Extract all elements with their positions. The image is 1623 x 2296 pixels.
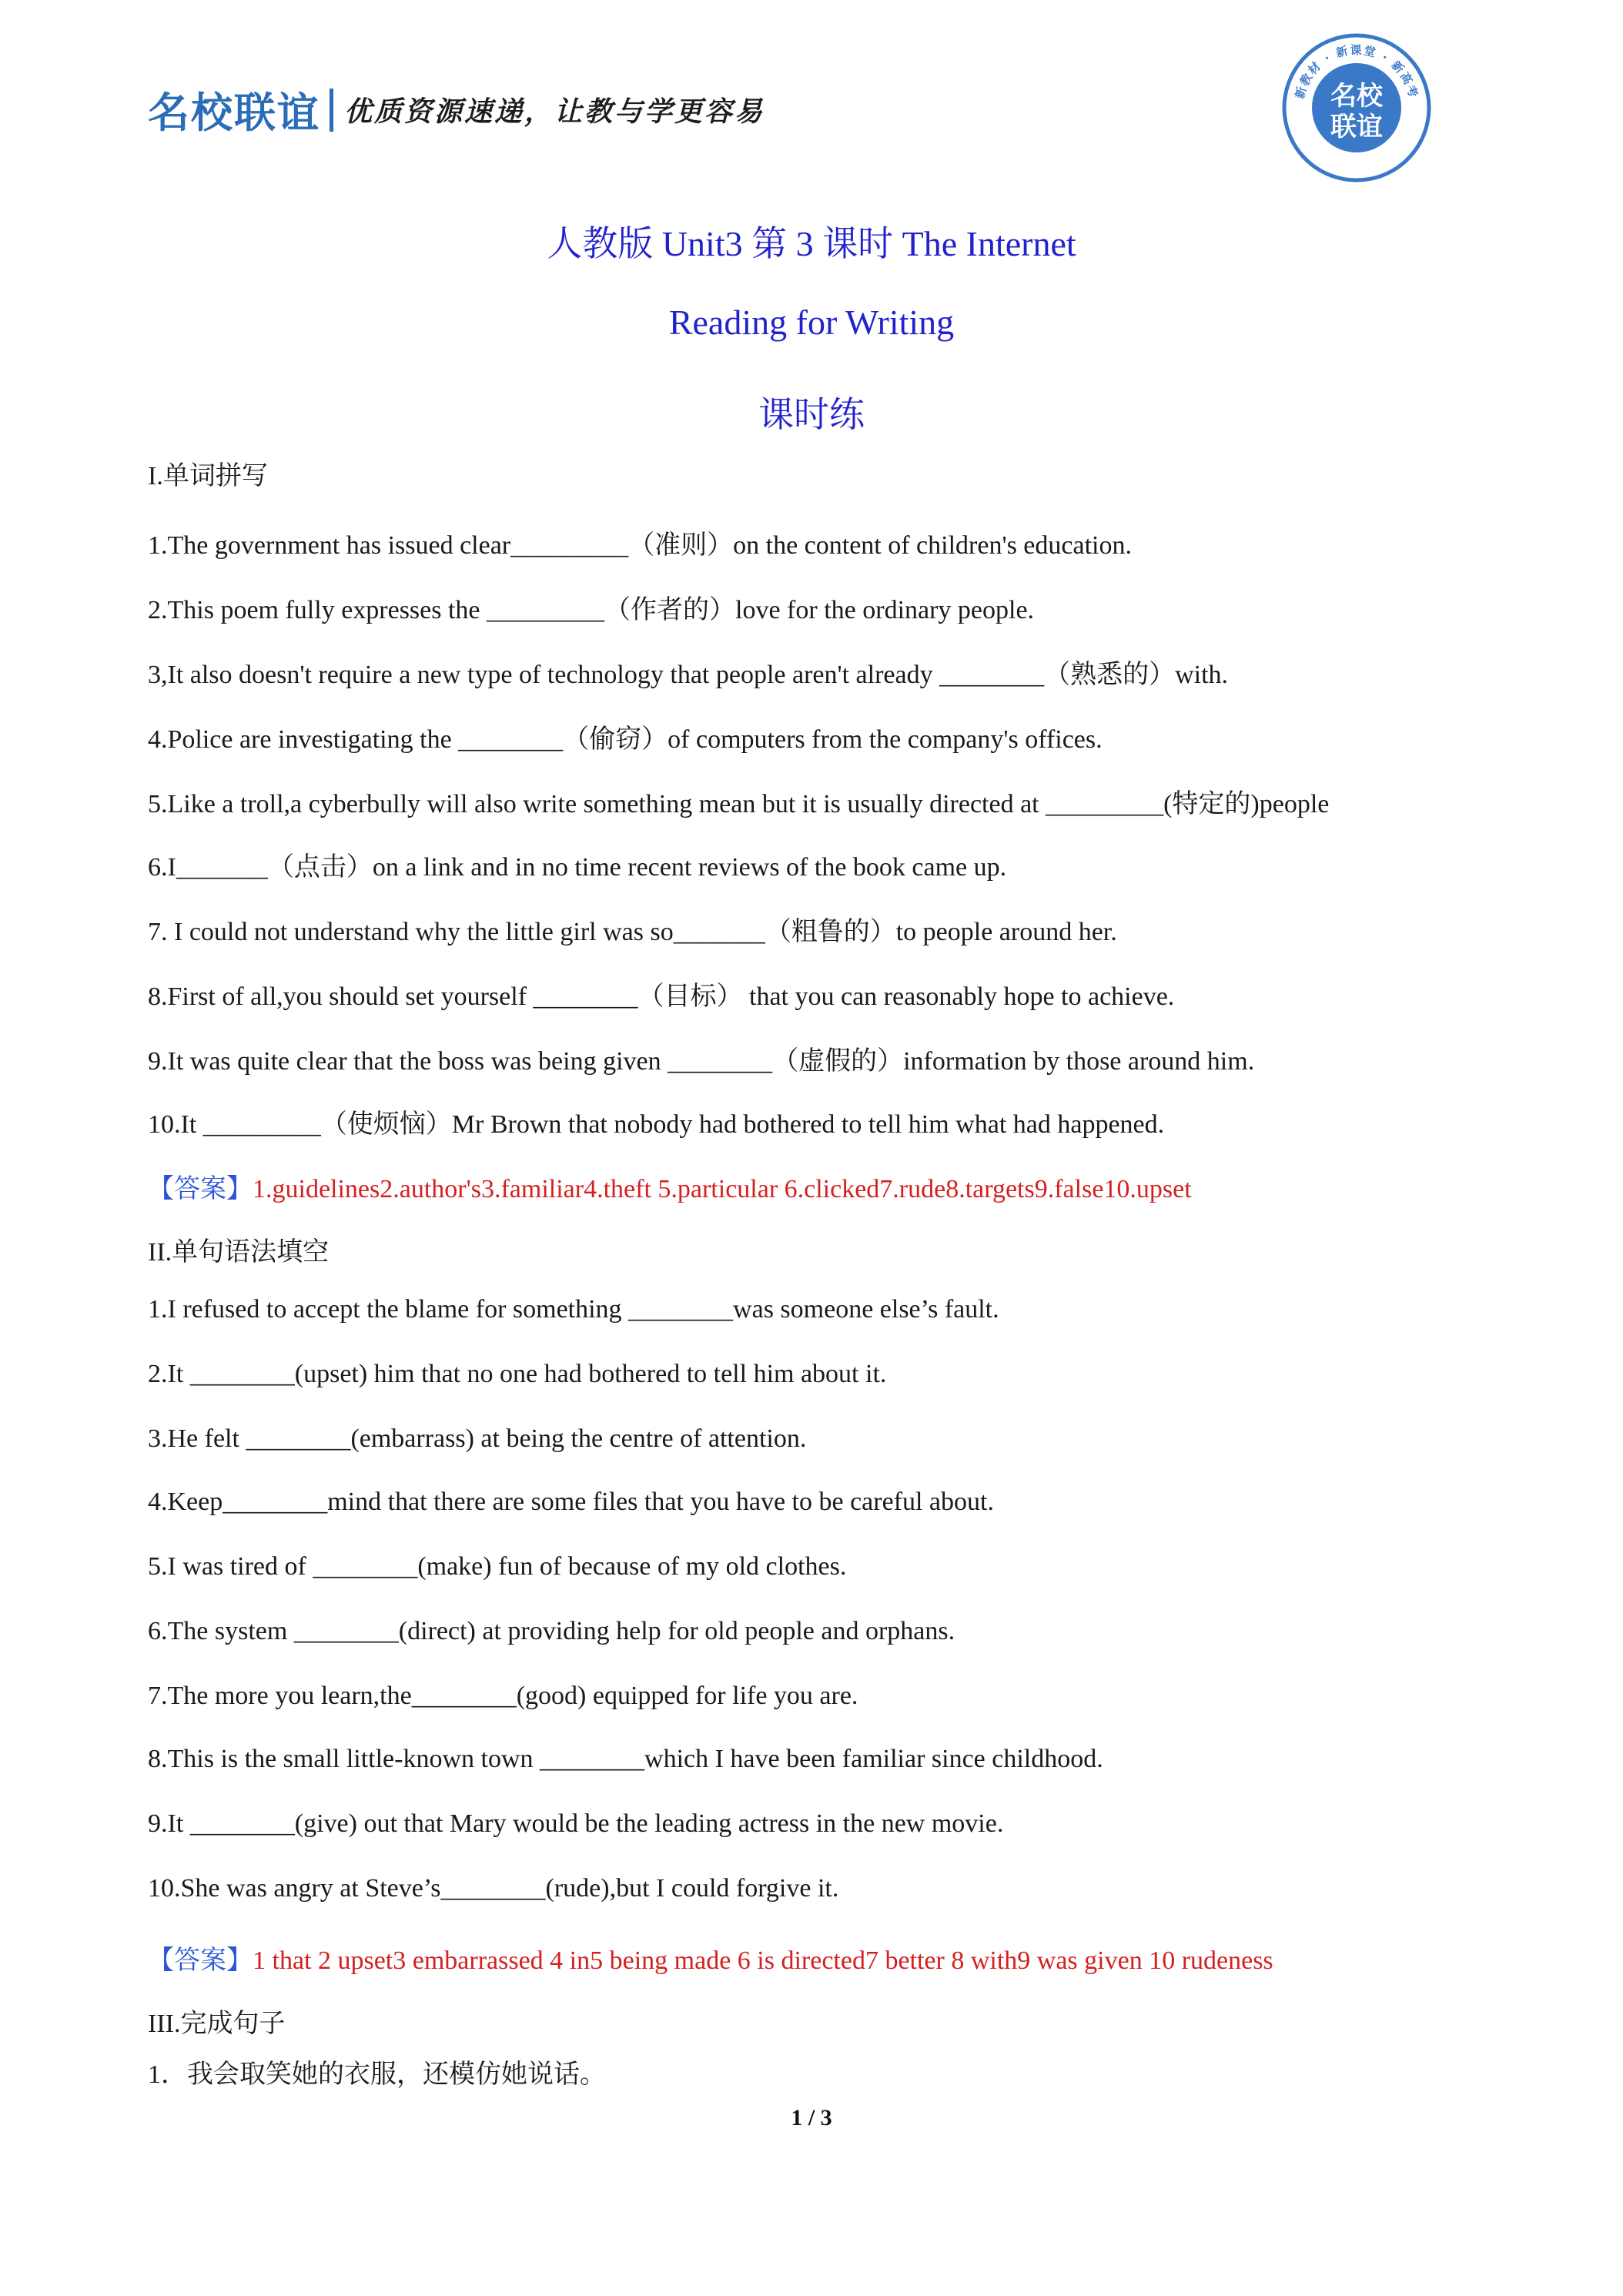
question-item: 8.First of all,you should set yourself ________（目标） that you can reasonably hope to achieve. xyxy=(148,982,1175,1011)
question-item: 4.Police are investigating the ________（偷窃）of computers from the company's offices. xyxy=(148,725,1103,754)
question-item: 1.The government has issued clear_________（准则）on the content of children's education. xyxy=(148,531,1132,560)
question-item: 6.The system ________(direct) at providing help for old people and orphans. xyxy=(148,1617,955,1645)
question-item: 3.He felt ________(embarrass) at being the centre of attention. xyxy=(148,1424,807,1453)
question-item: 5.I was tired of ________(make) fun of because of my old clothes. xyxy=(148,1552,847,1581)
seal-center-text-bottom: 联谊 xyxy=(1330,112,1383,142)
seal-center-text-top: 名校 xyxy=(1330,81,1383,112)
question-item: 5.Like a troll,a cyberbully will also write something mean but it is usually directed at _________(特定的)people xyxy=(148,790,1330,818)
question-item: 2.This poem fully expresses the _________（作者的）love for the ordinary people. xyxy=(148,596,1035,624)
seal-ring-text: 新教材 · 新课堂 · 新高考 xyxy=(1292,43,1421,101)
brand-header xyxy=(148,80,765,139)
section-heading-sentence-completion: III.完成句子 xyxy=(148,2010,286,2038)
document-title: 人教版 Unit3 第 3 课时 The Internet xyxy=(547,224,1076,263)
answer-key-section2 xyxy=(148,1939,1273,1976)
section-heading-grammar: II.单句语法填空 xyxy=(148,1238,330,1267)
document-subtitle: Reading for Writing xyxy=(668,303,955,342)
brand-name: 名校联谊 xyxy=(148,89,320,137)
answer-label: 【答案】 xyxy=(148,1946,253,1975)
question-item: 8.This is the small little-known town ________which I have been familiar since childhood. xyxy=(148,1745,1103,1773)
question-item: 1．我会取笑她的衣服，还模仿她说话。 xyxy=(148,2060,606,2089)
answer-key-section1 xyxy=(148,1167,1192,1205)
document-type-label: 课时练 xyxy=(758,395,865,434)
question-item: 10.She was angry at Steve’s________(rude),but I could forgive it. xyxy=(148,1874,839,1903)
answer-label: 【答案】 xyxy=(148,1175,253,1203)
question-item: 1.I refused to accept the blame for something ________was someone else’s fault. xyxy=(148,1295,999,1324)
brand-slogan: 优质资源速递，让教与学更容易 xyxy=(344,96,765,128)
answer-text: 1.guidelines2.author's3.familiar4.theft 5.particular 6.clicked7.rude8.targets9.false10.upset xyxy=(253,1175,1192,1203)
question-item: 9.It ________(give) out that Mary would be the leading actress in the new movie. xyxy=(148,1809,1004,1838)
question-item: 2.It ________(upset) him that no one had bothered to tell him about it. xyxy=(148,1360,887,1388)
answer-text: 1 that 2 upset3 embarrassed 4 in5 being made 6 is directed7 better 8 with9 was given 10 rudeness xyxy=(253,1946,1273,1975)
brand-divider xyxy=(330,89,333,132)
question-item: 10.It _________（使烦恼）Mr Brown that nobody had bothered to tell him what had happened. xyxy=(148,1110,1165,1139)
question-item: 4.Keep________mind that there are some files that you have to be careful about. xyxy=(148,1488,994,1516)
question-item: 3,It also doesn't require a new type of technology that people aren't already ________（熟悉的）with. xyxy=(148,661,1229,689)
question-item: 7.The more you learn,the________(good) equipped for life you are. xyxy=(148,1682,858,1710)
page-indicator: 1 / 3 xyxy=(791,2105,832,2130)
question-item: 9.It was quite clear that the boss was being given ________（虚假的）information by those around him. xyxy=(148,1047,1255,1076)
question-item: 6.I_______（点击）on a link and in no time recent reviews of the book came up. xyxy=(148,853,1007,882)
question-item: 7. I could not understand why the little girl was so_______（粗鲁的）to people around her. xyxy=(148,918,1117,946)
school-seal-logo xyxy=(1280,31,1434,185)
section-heading-vocabulary: I.单词拼写 xyxy=(148,462,268,490)
